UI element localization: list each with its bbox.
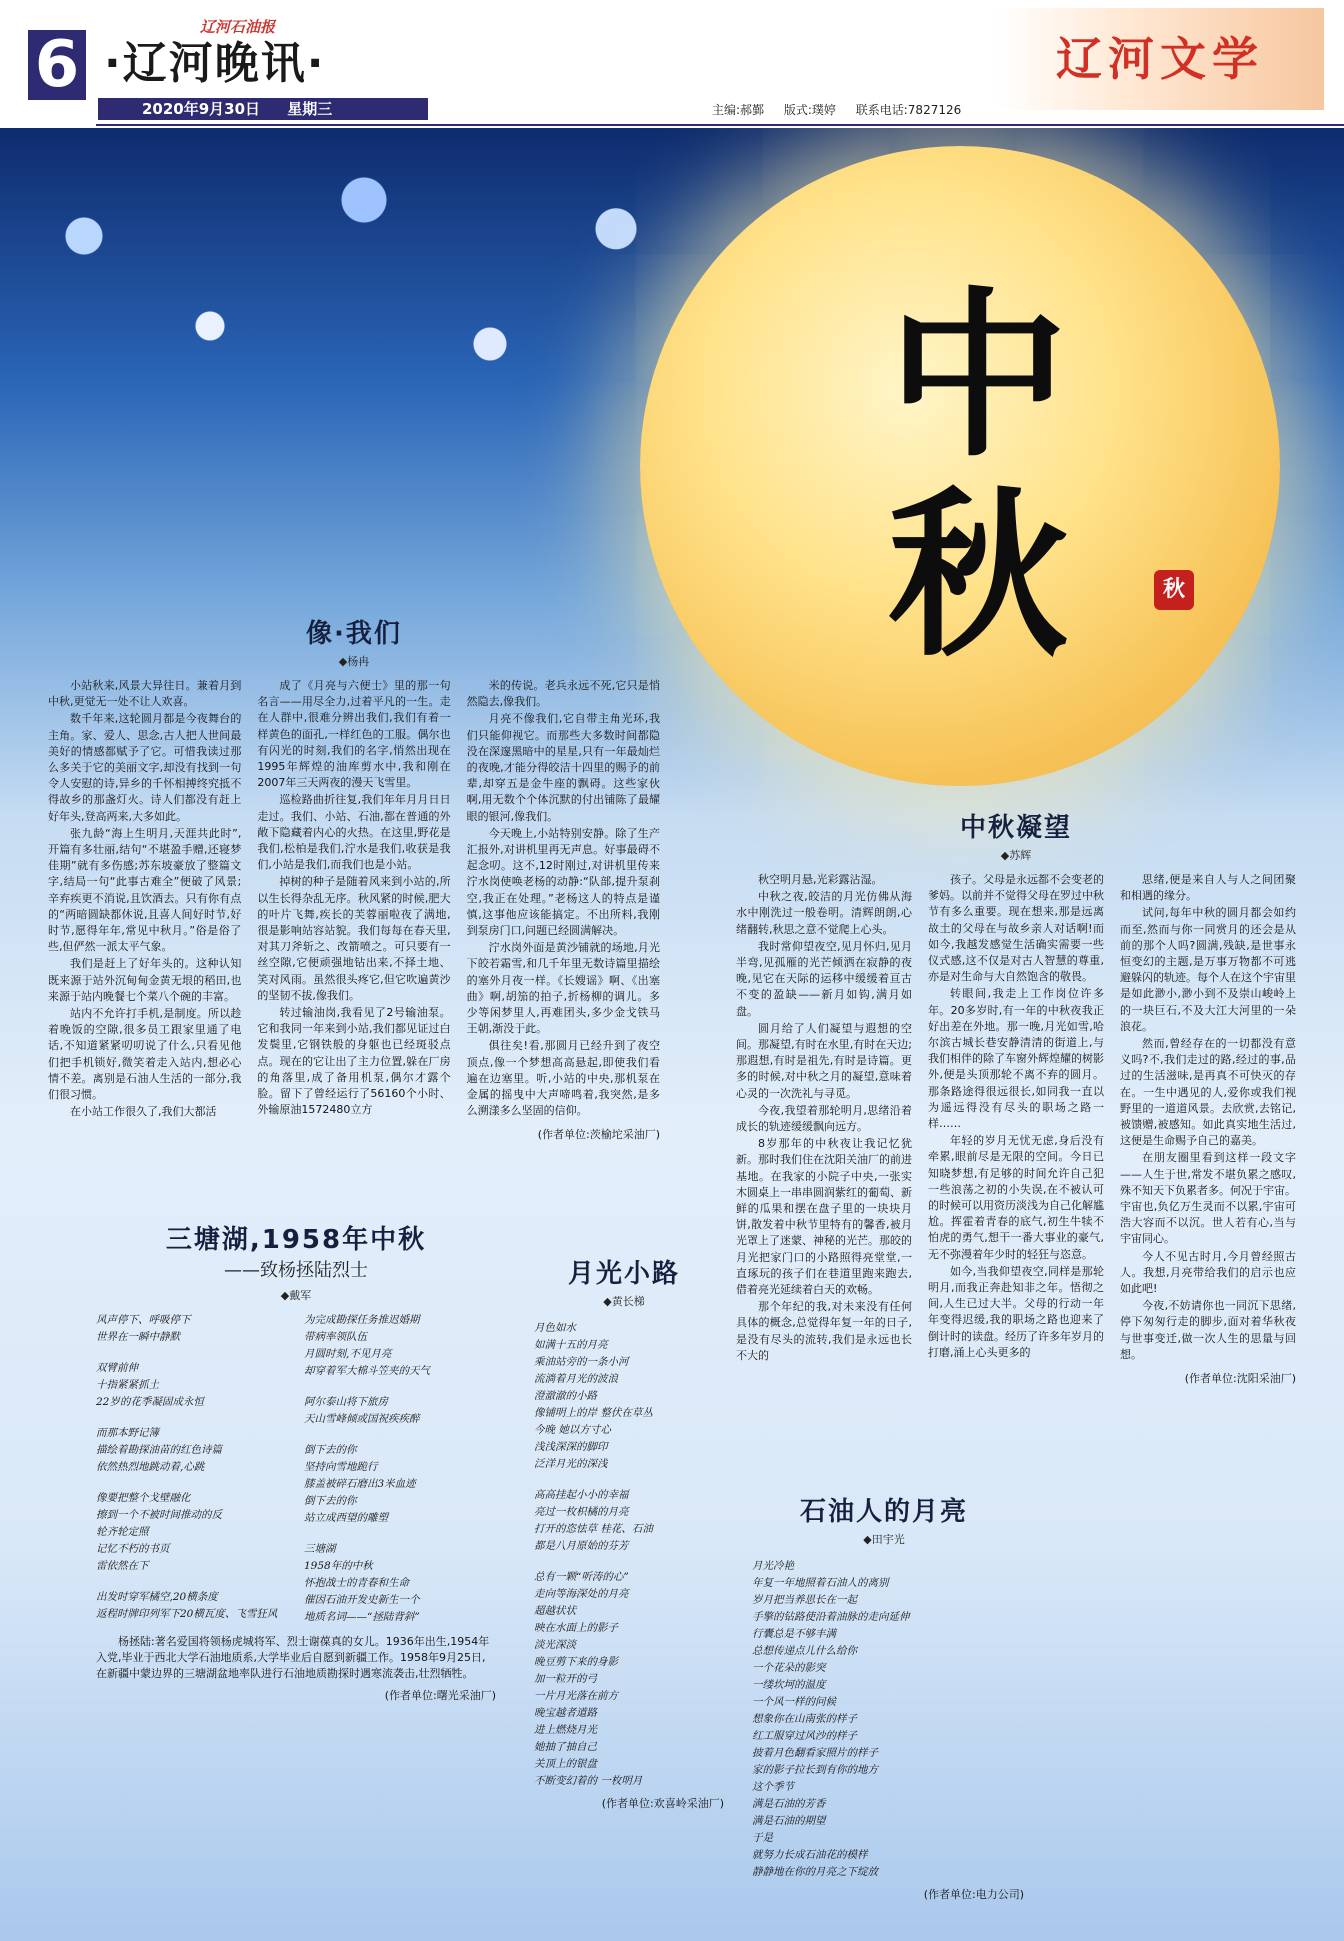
poem-line: 淡光深淡 (534, 1639, 576, 1651)
article-author: ◆杨冉 (338, 655, 370, 668)
poem-line: 超越状状 (534, 1605, 576, 1617)
poem-line: 阿尔泰山将下旅房 (304, 1396, 388, 1408)
poem-line: 一个花朵的影突 (752, 1662, 826, 1674)
poem-line: 披着月色翻看家照片的样子 (752, 1747, 878, 1759)
header-rule (96, 124, 1344, 126)
poem-author: ◆黄长梯 (603, 1295, 645, 1308)
poem-line: 倒下去的你 (304, 1495, 357, 1507)
poem-line: 而那本野记簿 (96, 1427, 159, 1439)
poem-line: 于是 (752, 1832, 773, 1844)
poem-line: 这个季节 (752, 1781, 794, 1793)
stanza-break (304, 1428, 496, 1442)
stanza-break (96, 1476, 288, 1490)
poem-title: 石油人的月亮 (799, 1497, 968, 1527)
stanza-break (534, 1473, 724, 1487)
poem-line: 月光冷艳 (752, 1560, 794, 1572)
paragraph: 我时常仰望夜空,见月怀归,见月半弯,见孤雁的光芒倾洒在寂静的夜晚,见它在天际的运移中缓缓着亘古不变的盈缺——新月如钩,满月如盘。 (736, 939, 912, 1018)
calligraphy-title: 中秋 (858, 280, 1069, 680)
article-zhongqiu-ningwang (736, 812, 1296, 1387)
paragraph: 圆月给了人们凝望与遐想的空间。那凝望,有时在水里,有时在天边;那遐想,有时是祖先,有时是诗篇。更多的时候,对中秋之月的凝望,意味着心灵的一次洗礼与寻觅。 (736, 1021, 912, 1100)
poem-title: 月光小路 (567, 1259, 680, 1289)
paragraph: 米的传说。老兵永远不死,它只是悄然隐去,像我们。 (466, 679, 660, 709)
poem-line: 澄澈澈的小路 (534, 1390, 597, 1402)
poem-line: 依然热烈地跳动着,心跳 (96, 1461, 205, 1473)
poem-line: 地质名词——“拯陆背斜” (304, 1611, 420, 1623)
poem-line: 亮过一枚枳橘的月亮 (534, 1506, 629, 1518)
stanza-break (534, 1555, 724, 1569)
poem-santanghu (96, 1224, 496, 1704)
paragraph: 今夜,不妨请你也一同沉下思绪,停下匆匆行走的脚步,面对着华秋夜与世事变迁,做一次人生的思量与回想。 (1120, 1299, 1296, 1361)
column-title: 辽河文学 (996, 8, 1324, 110)
paragraph: 然而,曾经存在的一切都没有意义吗?不,我们走过的路,经过的事,品过的生活滋味,是再真不可快灭的存在。一生中遇见的人,爱你或我们视野里的一道道风景。去欣赏,去铭记,被馈赠,被感知。如此真实地生活过,这便是生命赐予自己的嘉美。 (1120, 1037, 1296, 1148)
poem-line: 总有一颗“听涛的心” (534, 1571, 629, 1583)
paragraph: 站内不允许打手机,是制度。所以趁着晚饭的空隙,很多员工跟家里通了电话,不知道紧紧叨叨说了什么,只看见他们把手机锁好,微笑着走入站内,想必心情不差。离别是石油人生活的一部分,我们很习惯。 (48, 1007, 242, 1102)
poem-line: 像要把整个戈壁融化 (96, 1492, 191, 1504)
paragraph: 秋空明月悬,光彩露沾湿。 (758, 873, 883, 886)
stanza-break (96, 1575, 288, 1589)
paragraph: 思绪,便是来自人与人之间团聚和相遇的缘分。 (1120, 873, 1296, 903)
issue-date: 2020年9月30日 (142, 100, 261, 118)
article-title: 中秋凝望 (959, 813, 1072, 843)
poem-line: 泛洋月光的深浅 (534, 1458, 608, 1470)
article-column (467, 678, 660, 1121)
poem-line: 站立成西望的雕塑 (304, 1512, 388, 1524)
poem-line: 催因石油开发史新生一个 (304, 1594, 420, 1606)
red-seal-stamp: 秋 (1154, 570, 1194, 610)
poem-subtitle: ——致杨拯陆烈士 (224, 1260, 368, 1281)
poem-line: 今晚 她以方寸心 (534, 1424, 611, 1436)
poem-body (744, 1558, 1024, 1881)
paragraph: 在朋友圈里看到这样一段文字——人生于世,常发不堪负累之感叹,殊不知天下负累者多。何况于宇宙。宇宙也,负亿万生灵而不以累,宇宙可浩大容而不以沉。世人若有心,当与宇宙同心。 (1120, 1151, 1296, 1246)
author-note: 杨拯陆:著名爱国将领杨虎城将军、烈士谢葆真的女儿。1936年出生,1954年入党,毕业于西北大学石油地质系,大学毕业后自愿到新疆工作。1958年9月25日,在新疆中蒙边界的三塘湖盆地率队进行石油地质勘探时遇寒流袭击,壮烈牺牲。 (96, 1635, 490, 1680)
poem-line: 晚宝越者道路 (534, 1707, 597, 1719)
poem-line: 为完成勘探任务推迟婚期 (304, 1314, 420, 1326)
poem-line: 行囊总是不够丰满 (752, 1628, 836, 1640)
poem-line: 关顶上的银盘 (534, 1758, 597, 1770)
author-unit: (作者单位:欢喜岭采油厂) (601, 1797, 724, 1810)
poem-columns (96, 1312, 496, 1626)
paragraph: 泞水岗外面是黄沙铺就的场地,月光下皎若霜雪,和几千年里无数诗篇里描绘的塞外月夜一样。《长嫂谣》啊、《出塞曲》啊,胡笳的拍子,折杨柳的调儿。多少等闲梦里人,再难团头,多少金戈铁马王朝,渐没于此。 (466, 941, 660, 1036)
poem-line: 不断变幻着的 一枚明月 (534, 1775, 643, 1787)
poem-line: 天山雪峰倾或国祝疾疾醉 (304, 1413, 420, 1425)
paragraph: 转眼间,我走上工作岗位许多年。20多岁时,有一年的中秋夜我正好出差在外地。那一晚,月光如雪,哈尔滨古城长巷安静清清的街道上,与我们相伴的除了车窗外辉煌耀的树影外,便是头顶那轮不离不弃的圆月。那条路途得很远很长,如同我一直以为遥远得没有尽头的职场之路一样…… (928, 987, 1104, 1131)
poem-line: 1958年的中秋 (304, 1560, 373, 1572)
poem-line: 静静地在你的月亮之下绽放 (752, 1866, 878, 1878)
layout-credit: 版式:璞婷 (783, 103, 836, 117)
poem-line: 轮齐轮定照 (96, 1526, 149, 1538)
article-column (736, 872, 912, 1365)
poem-line: 浅浅深深的脚印 (534, 1441, 608, 1453)
poem-line: 出发时穿军橘空,20横条度 (96, 1591, 218, 1603)
poem-author: ◆戴军 (280, 1289, 312, 1302)
poem-line: 打开的恣怯草 桂花、石油 (534, 1523, 653, 1535)
article-column (48, 678, 241, 1121)
page-header (0, 0, 1344, 128)
weekday: 星期三 (287, 100, 333, 118)
poem-line: 流淌着月光的波浪 (534, 1373, 618, 1385)
poem-line: 擦到一个不被时间推动的反 (96, 1509, 222, 1521)
poem-line: 雷依然在下 (96, 1560, 149, 1572)
author-unit: (作者单位:茨榆坨采油厂) (537, 1128, 660, 1142)
contact-phone: 联系电话:7827126 (855, 103, 962, 117)
date-bar (98, 98, 428, 120)
author-unit: (作者单位:电力公司) (923, 1888, 1024, 1901)
poem-line: 三塘湖 (304, 1543, 336, 1555)
poem-line: 走向等海深处的月亮 (534, 1588, 629, 1600)
poem-line: 怀抱战士的青春和生命 (304, 1577, 409, 1589)
poem-shiyouren-yueliang (744, 1496, 1024, 1903)
poem-line: 就努力长成石油花的模样 (752, 1849, 868, 1861)
article-column (928, 872, 1104, 1365)
article-author: ◆苏辉 (1000, 849, 1032, 862)
article-title: 像·我们 (306, 619, 402, 649)
stanza-break (96, 1346, 288, 1360)
brand-title: ·辽河晚讯· (104, 38, 326, 89)
poem-line: 风声停下、呼吸停下 (96, 1314, 191, 1326)
paragraph: 今夜,我望着那轮明月,思绪沿着成长的轨迹缓缓飘向远方。 (736, 1103, 912, 1134)
article-column (257, 678, 450, 1121)
poem-line: 加一粒开的弓 (534, 1673, 597, 1685)
paragraph: 今天晚上,小站特别安静。除了生产汇报外,对讲机里再无声息。好事最碍不起念叨。这不,12时刚过,对讲机里传来泞水岗使唤老杨的动静:“队部,提升泵刹空,我正在处理。”老杨这人的特点是谨慎,这事他应该能搞定。不出所料,我刚到泵房门口,问题已经圆满解决。 (466, 826, 660, 938)
paragraph: 俱往矣!看,那圆月已经升到了夜空顶点,像一个梦想高高悬起,即使我们看遍在边塞里。听,小站的中央,那机泵在金属的摇曳中大声啼鸣着,我突然,是多么溯漾多么坚固的信仰。 (466, 1039, 660, 1118)
author-unit: (作者单位:沈阳采油厂) (1184, 1372, 1296, 1386)
poem-line: 像铺明上的岸 整伏在草丛 (534, 1407, 653, 1419)
poem-yueguang-xiaolu (524, 1258, 724, 1812)
page-number: 6 (28, 30, 86, 100)
poem-line: 记忆不朽的书页 (96, 1543, 170, 1555)
paragraph: 成了《月亮与六便士》里的那一句名言——用尽全力,过着平凡的一生。走在人群中,很难分辨出我们,我们有着一样黄色的面孔,一样红色的工服。偶尔也有闪光的时刻,我们的名字,悄然出现在1995年辉煌的油库剪水中,我和刚在2007年三天两夜的漫天飞雪里。 (257, 679, 451, 790)
poem-line: 岁月把当养思长在一起 (752, 1594, 857, 1606)
paragraph: 巡检路曲折往复,我们年年月月日日走过。我们、小站、石油,都在普通的外敞下隐藏着内心的火热。在这里,野花是我们,松柏是我们,泞水是我们,收获是我们,小站是我们,而我们也是小站。 (257, 793, 451, 872)
article-columns (736, 872, 1296, 1365)
author-unit: (作者单位:曙光采油厂) (384, 1689, 496, 1702)
poem-line: 一缕坎坷的温度 (752, 1679, 826, 1691)
paragraph: 小站秋来,风景大异往日。兼着月到中秋,更觉无一处不让人欢喜。 (48, 679, 242, 709)
paragraph: 今人不见古时月,今月曾经照古人。我想,月亮带给我们的启示也应如此吧! (1120, 1249, 1296, 1296)
credits-line (712, 101, 977, 119)
paragraph: 张九龄“海上生明月,天涯共此时”,开篇有多壮丽,结句“不堪盈手赠,还寝梦佳期”就有多伤感;苏东坡豪放了整篇文字,结局一句“此事古难全”便破了风景;辛弃疾更不消说,且饮酒去。只有你有点的“两暗圆缺都休说,且喜人间好时节,好时节,愿得年年,常见中秋月。”俗是俗了些,但俨然一派太平气象。 (48, 826, 242, 954)
paragraph: 试问,每年中秋的圆月都会如约而至,然而与你一同赏月的还会是从前的那个人吗?圆满,残缺,是世事永恒变幻的主题,是万事万物都不可逃避躲闪的轨迹。每个人在这个宇宙里是如此渺小,渺小到不及崇山峻岭上的一块巨石,不及大江大河里的一朵浪花。 (1120, 906, 1296, 1033)
poem-line: 如满十五的月亮 (534, 1339, 608, 1351)
poem-line: 返程时牌印列军下20横瓦度、飞雪狂风 (96, 1608, 278, 1620)
poem-line: 世界在一瞬中静默 (96, 1331, 180, 1343)
poem-line: 一个风一样的问候 (752, 1696, 836, 1708)
poem-line: 高高挂起小小的幸福 (534, 1489, 629, 1501)
poem-line: 描绘着勘探油苗的红色诗篇 (96, 1444, 222, 1456)
poem-line: 倒下去的你 (304, 1444, 357, 1456)
poem-line: 月色如水 (534, 1322, 576, 1334)
poem-line: 双臂前伸 (96, 1362, 138, 1374)
stanza-break (304, 1527, 496, 1541)
poem-body (524, 1320, 724, 1790)
poem-line: 月圆时刻,不见月亮 (304, 1348, 392, 1360)
poem-line: 22岁的花季凝固成永恒 (96, 1396, 204, 1408)
article-columns (48, 678, 660, 1121)
poem-line: 带病率领队伍 (304, 1331, 367, 1343)
poem-line: 晚豆剪下来的身影 (534, 1656, 618, 1668)
paragraph: 年轻的岁月无忧无虑,身后没有牵累,眼前尽是无限的空间。今日已知晓梦想,有足够的时间允许自己犯一些浪荡之初的小失误,在不被认可的时候可以用资历淡浅为自己化解尴尬。挥霍着青春的底气,初生牛犊不怕虎的勇气,想干一番大事业的豪气,无不弥漫着年少时的轻狂与恣意。 (928, 1134, 1104, 1261)
poem-title: 三塘湖,1958年中秋 (165, 1225, 427, 1255)
paragraph: 如今,当我仰望夜空,同样是那轮明月,而我正奔赴知非之年。悟彻之间,人生已过大半。父母的行动一年年变得迟缓,我的职场之路也迎来了倒计时的读盘。经历了许多年岁月的打磨,涌上心头更多的 (928, 1264, 1104, 1359)
flower-decoration (0, 128, 700, 488)
poem-line: 坚持向雪地跪行 (304, 1461, 378, 1473)
poem-line: 满是石油的芳香 (752, 1798, 826, 1810)
poem-line: 想象你在山南张的样子 (752, 1713, 857, 1725)
paragraph: 数千年来,这轮圆月都是今夜舞台的主角。家、爱人、思念,古人把人世间最美好的情感都赋予了它。可惜我读过那么多关于它的美丽文字,却没有找到一句令人安慰的诗,异乡的千怀相搏终究抵不得故乡的那盏灯火。诗人们都没有赶上好年头,登高两来,大多如此。 (48, 712, 242, 823)
poem-line: 家的影子拉长到有你的地方 (752, 1764, 878, 1776)
poem-column (96, 1312, 288, 1626)
poem-line: 她抽了抽自己 (534, 1741, 597, 1753)
paragraph: 在小站工作很久了,我们大都活 (70, 1105, 217, 1119)
paragraph: 孩子。父母是永远都不会变老的爹妈。以前并不觉得父母在罗过中秋节有多么重要。现在想来,那是远离故土的父母在与故乡亲人对话啊!而如今,我越发感觉生活确实需要一些仪式感,这不仅是对古人智慧的尊重,亦是对生命与大自然饱含的敬畏。 (928, 873, 1104, 984)
paper-name: 辽河石油报 (200, 18, 276, 36)
poem-line: 膝盖被碎石磨出3米血迹 (304, 1478, 416, 1490)
paragraph: 那个年纪的我,对未来没有任何具体的概念,总觉得年复一年的日子,是没有尽头的流转,我们是永远也长不大的 (736, 1300, 912, 1362)
poem-line: 都是八月原始的芬芳 (534, 1540, 629, 1552)
article-xiang-women (48, 618, 660, 1143)
poem-line: 一片月光落在前方 (534, 1690, 618, 1702)
poem-line: 却穿着军大棉斗笠夹的天气 (304, 1365, 430, 1377)
poem-line: 总想传递点儿什么给你 (752, 1645, 857, 1657)
stanza-break (96, 1411, 288, 1425)
poem-column (304, 1312, 496, 1626)
paragraph: 中秋之夜,皎洁的月光仿佛从海水中刚洗过一般卷明。清辉朗朗,心绪翻转,秋思之意不觉爬上心头。 (736, 890, 912, 936)
poem-line: 进上燃烧月光 (534, 1724, 597, 1736)
poem-line: 满是石油的期望 (752, 1815, 826, 1827)
poem-line: 乘油站旁的一条小河 (534, 1356, 629, 1368)
poem-line: 映在水面上的影子 (534, 1622, 618, 1634)
editor-credit: 主编:郝鄞 (712, 103, 765, 117)
paragraph: 月亮不像我们,它自带主角光环,我们只能仰视它。而那些大多数时间都隐没在深邃黑暗中的星星,只有一年最灿烂的夜晚,才能分得皎洁十四里的赐予的前辈,却穿五是金牛座的飘碍。这些家伙啊,用无数个个体沉默的付出铺陈了最耀眼的银河,像我们。 (466, 712, 660, 823)
stanza-break (304, 1380, 496, 1394)
poem-author: ◆田宇光 (863, 1533, 905, 1546)
poem-line: 年复一年地照着石油人的离别 (752, 1577, 889, 1589)
paragraph: 掉树的种子是随着风来到小站的,所以生长得杂乱无序。秋风紧的时候,肥大的叶片飞舞,疾长的芙蓉丽啦夜了满地,很是影响站容站貌。我们每每在春天里,对其刀斧斩之、改箭喷之。可只要有一丝空隙,它便顽强地钻出来,不择土地、笑对风雨。虽然很头疼它,但它吹遍黄沙的坚韧不拔,像我们。 (257, 875, 451, 1002)
poem-line: 手擎的钻路使沿着油脉的走向延伸 (752, 1611, 910, 1623)
paragraph: 转过输油岗,我看见了2号输油泵。它和我同一年来到小站,我们都见证过白发鬓里,它钢铁般的身躯也已经斑驳点点。现在的它让出了主力位置,躲在厂房的角落里,成了备用机泵,偶尔才露个脸。留下了曾经运行了56160个小时、外输原油1572480立方 (257, 1006, 451, 1117)
article-column (1120, 872, 1296, 1365)
paragraph: 我们是赶上了好年头的。这种认知既来源于站外沉甸甸金黄无垠的稻田,也来源于站内晚餐七个菜八个碗的丰富。 (48, 957, 242, 1003)
poem-line: 十指紧紧抓土 (96, 1379, 159, 1391)
paragraph: 8岁那年的中秋夜让我记忆犹新。那时我们住在沈阳关油厂的前进基地。在我家的小院子中央,一张实木圆桌上一串串圆润紫红的葡萄、新鲜的瓜果和摆在盘子里的一块块月饼,散发着中秋节里特有的馨香,被月光罩上了迷蒙、神秘的光芒。那皎的月光把家门口的小路照得亮堂堂,一直琢玩的孩子们在巷道里跑来跑去,借着亮光延续着白天的欢畅。 (736, 1137, 912, 1297)
poem-line: 红工服穿过风沙的样子 (752, 1730, 857, 1742)
